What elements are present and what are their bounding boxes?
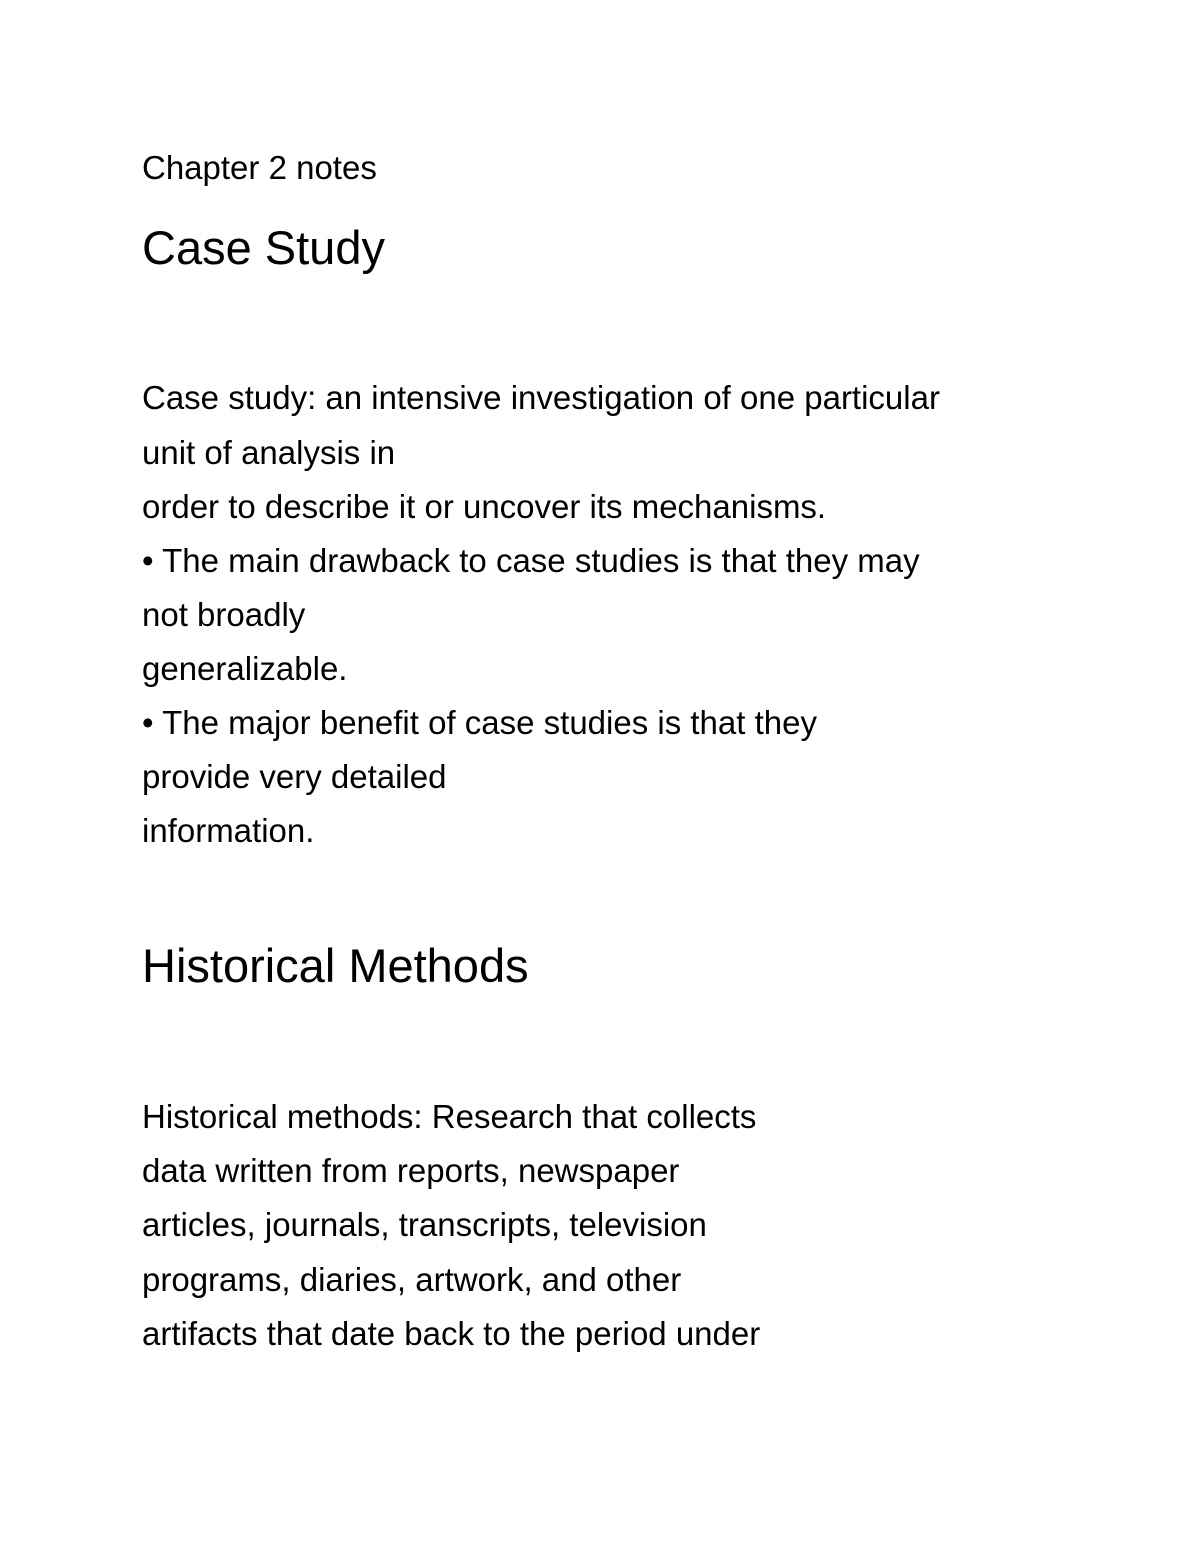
section-heading: Case Study xyxy=(142,221,385,274)
text-line: information. xyxy=(142,812,315,849)
text-line: not broadly xyxy=(142,596,306,633)
text-line: artifacts that date back to the period under xyxy=(142,1315,761,1352)
text-line: Historical methods: Research that collects xyxy=(142,1098,757,1135)
text-line: generalizable. xyxy=(142,650,348,687)
text-line: unit of analysis in xyxy=(142,434,396,471)
section-heading: Historical Methods xyxy=(142,939,529,992)
text-line: data written from reports, newspaper xyxy=(142,1152,680,1189)
page-title: Chapter 2 notes xyxy=(142,149,377,186)
text-line: programs, diaries, artwork, and other xyxy=(142,1261,682,1298)
text-line: articles, journals, transcripts, television xyxy=(142,1206,707,1243)
text-line: Case study: an intensive investigation of one particular xyxy=(142,379,940,416)
text-line: order to describe it or uncover its mechanisms. xyxy=(142,488,827,525)
bullet-line: • The major benefit of case studies is that they xyxy=(142,704,817,741)
bullet-line: • The main drawback to case studies is that they may xyxy=(142,542,920,579)
text-line: provide very detailed xyxy=(142,758,447,795)
